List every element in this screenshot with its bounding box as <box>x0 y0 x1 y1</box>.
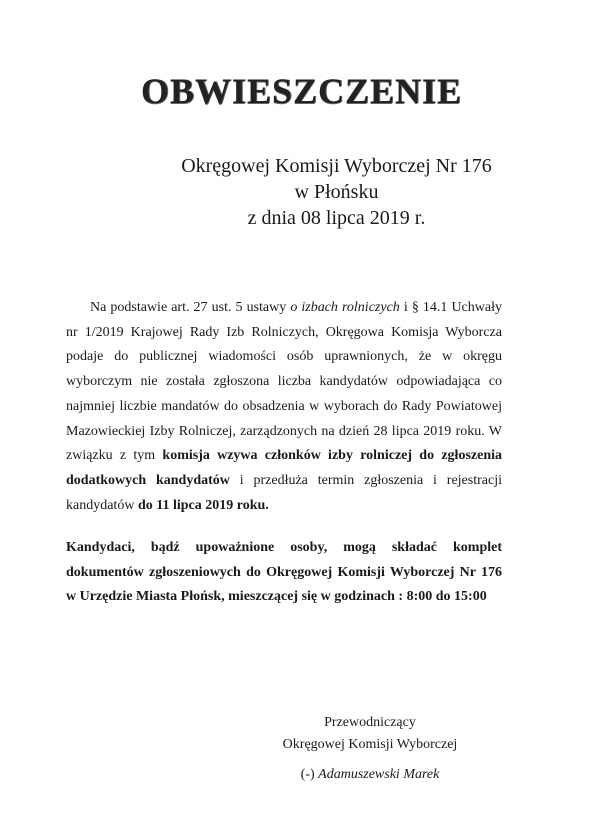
signature-role: Przewodniczący <box>324 715 416 730</box>
document-subtitle <box>0 153 603 231</box>
paragraph-1-call-to-action: komisja wzywa członków izby rolniczej do zgłoszenia dodatkowych kandydatów <box>66 448 502 488</box>
signature-name: Adamuszewski Marek <box>318 767 440 782</box>
announcement-paragraph-1 <box>66 296 502 518</box>
announcement-paragraph-2: Kandydaci, bądź upoważnione osoby, mogą składać komplet dokumentów zgłoszeniowych do Okręgowej Komisji Wyborczej Nr 176 w Urzędzie Miasta Płońsk, mieszczącej się w godzinach : 8:00 do 15:00 <box>66 540 502 605</box>
signature-body: Okręgowej Komisji Wyborczej <box>282 737 458 752</box>
paragraph-1-law-name: o izbach rolniczych <box>290 300 400 315</box>
subtitle-line-3: z dnia 08 lipca 2019 r. <box>247 207 426 229</box>
paragraph-1-text-a: Na podstawie art. 27 ust. 5 ustawy <box>90 300 291 315</box>
paragraph-1-text-b: i § 14.1 Uchwały nr 1/2019 Krajowej Rady Izb Rolniczych, Okręgowa Komisja Wyborcza podaje do publicznej wiadomości osób uprawnionych, że w okręgu wyborczym nie została zgłoszona liczba kandydatów odpowiadająca co najmniej liczbie mandatów do obsadzenia w wyborach do Rady Powiatowej Mazowieckiej Izby Rolniczej, zarządzonych na dzień 28 lipca 2019 roku. W związku z tym <box>66 300 502 464</box>
document-title: OBWIESZCZENIE <box>140 71 463 111</box>
signature-line <box>240 764 500 786</box>
paragraph-1-deadline: do 11 lipca 2019 roku. <box>137 497 269 513</box>
signature-prefix: (-) <box>300 767 319 782</box>
subtitle-line-1: Okręgowej Komisji Wyborczej Nr 176 <box>181 155 492 177</box>
subtitle-line-2: w Płońsku <box>294 181 379 203</box>
paragraph-1-text-c: i przedłuża termin zgłoszenia i rejestracji kandydatów <box>66 472 502 513</box>
